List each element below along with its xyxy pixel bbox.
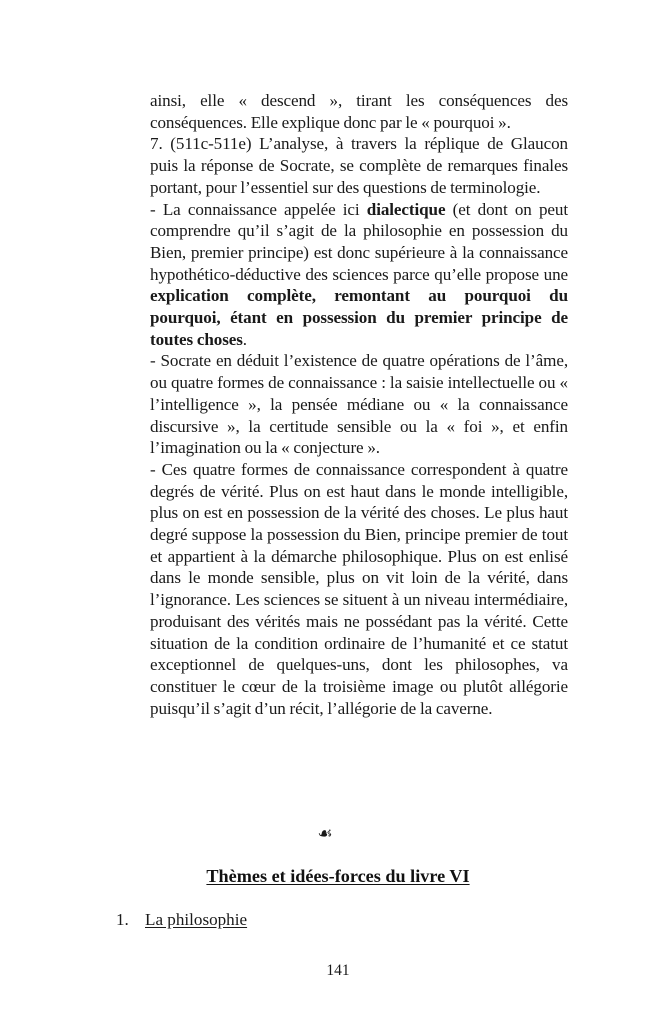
list-item: [116, 910, 247, 930]
page-number: 141: [326, 962, 350, 979]
text-segment: 7. (511c-511e) L’analyse, à travers la réplique de Glaucon puis la réponse de Socrate, se complète de remarques finales portant, pour l’essentiel sur des questions de terminologie.: [150, 134, 568, 197]
bold-text: dialectique: [366, 199, 446, 219]
list-item-label: La philosophie: [145, 910, 248, 929]
paragraph: [150, 133, 568, 198]
text-segment: ainsi, elle « descend », tirant les conséquences des conséquences. Elle explique donc par le « pourquoi ».: [150, 91, 568, 132]
body-text: [150, 90, 568, 719]
text-segment: - La connaissance appelée ici: [150, 199, 367, 219]
list-item-number: 1.: [116, 910, 129, 929]
paragraph: [150, 459, 568, 719]
text-segment: - Socrate en déduit l’existence de quatre opérations de l’âme, ou quatre formes de connaissance : la saisie intellectuelle ou « l’intelligence », la pensée médiane ou « la connaissance discursive », la certitude sensible ou la « foi », et enfin l’imagination ou la « conjecture ».: [150, 351, 568, 458]
paragraph: [150, 199, 568, 351]
fleuron-ornament-icon: ☙: [317, 824, 333, 844]
bold-text: explication complète, remontant au pourquoi du pourquoi, étant en possession du premier principe de toutes choses: [150, 286, 568, 349]
paragraph: [150, 350, 568, 459]
text-segment: - Ces quatre formes de connaissance correspondent à quatre degrés de vérité. Plus on est haut dans le monde intelligible, plus on est en possession de la vérité des choses. Le plus haut degré suppose la possession du Bien, principe premier de tout et appartient à la démarche philosophique. Plus on est enlisé dans le monde sensible, plus on vit loin de la vérité, dans l’ignorance. Les sciences se situent à un niveau intermédiaire, produisant des vérités mais ne possédant pas la vérité. Cette situation de la condition ordinaire de l’humanité et ce statut exceptionnel de quelques-uns, dont les philosophes, va constituer le cœur de la troisième image ou plutôt allégorie puisqu’il s’agit d’un récit, l’allégorie de la caverne.: [150, 459, 568, 718]
text-segment: .: [242, 329, 247, 349]
text-segment: (et dont on peut comprendre qu’il s’agit de la philosophie en possession du Bien, premier principe) est donc supérieure à la connaissance hypothético-déductive des sciences parce qu’elle propose une: [150, 199, 568, 284]
paragraph: [150, 90, 568, 133]
section-title: Thèmes et idées-forces du livre VI: [206, 866, 470, 886]
